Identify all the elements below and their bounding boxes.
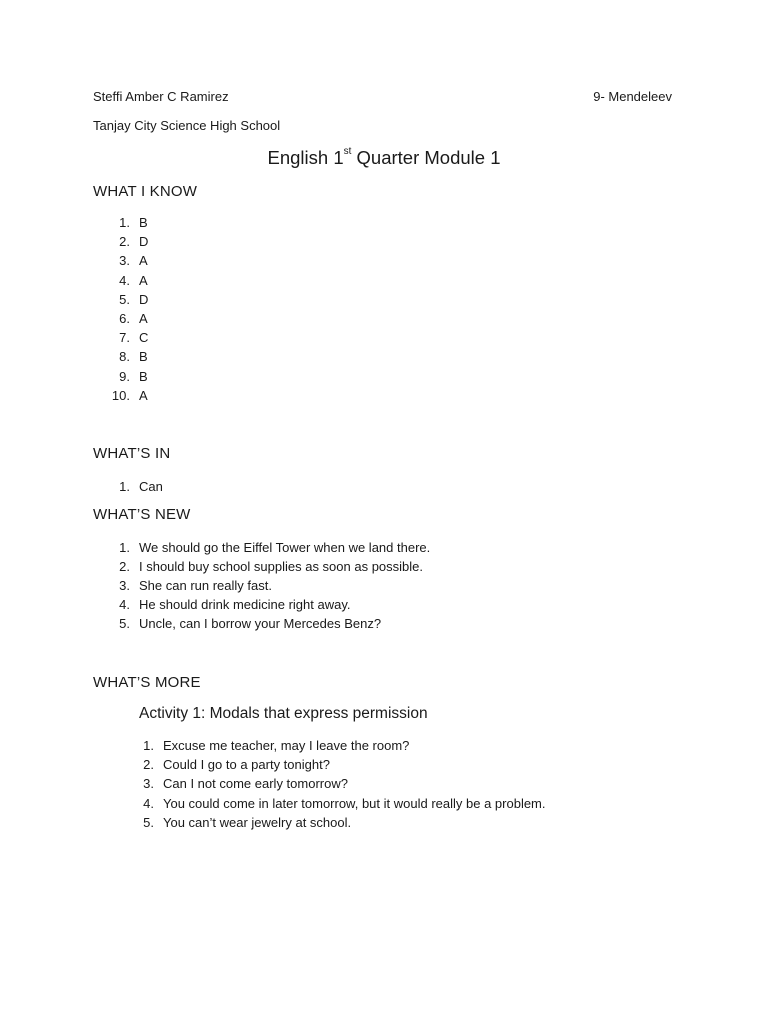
section-label: 9- Mendeleev xyxy=(593,89,672,104)
list-item-number: 4. xyxy=(119,272,130,288)
list-item xyxy=(106,213,148,232)
list-item-text: Excuse me teacher, may I leave the room? xyxy=(163,738,410,753)
list-item-text: C xyxy=(139,330,149,346)
list-item-text: B xyxy=(139,368,148,384)
list-item xyxy=(106,595,430,614)
list-item-text: D xyxy=(139,234,149,250)
answer-list-what-i-know xyxy=(106,213,148,405)
list-item xyxy=(130,794,546,813)
list-item-number: 1. xyxy=(119,540,130,555)
list-item-text: We should go the Eiffel Tower when we land there. xyxy=(139,540,431,555)
list-item xyxy=(106,614,430,633)
list-item xyxy=(106,367,148,386)
list-item xyxy=(106,290,148,309)
list-item xyxy=(106,328,148,347)
list-item-number: 8. xyxy=(119,349,130,365)
list-item xyxy=(106,576,430,595)
list-item xyxy=(106,251,148,270)
list-item-text: She can run really fast. xyxy=(139,578,272,594)
heading-whats-new: WHAT’S NEW xyxy=(93,506,191,523)
list-item-number: 5. xyxy=(119,616,130,632)
list-item-number: 2. xyxy=(143,757,154,773)
list-item-number: 2. xyxy=(119,559,130,575)
list-item-text: You can’t wear jewelry at school. xyxy=(163,814,352,830)
list-item-text: Could I go to a party tonight? xyxy=(163,757,330,773)
list-item-number: 2. xyxy=(119,234,130,250)
list-item-text: A xyxy=(139,272,148,288)
list-item-text: B xyxy=(139,349,148,365)
list-item xyxy=(130,813,546,832)
title-superscript: st xyxy=(343,146,352,157)
list-item-number: 5. xyxy=(119,291,130,307)
list-item-text: Uncle, can I borrow your Mercedes Benz? xyxy=(139,616,382,632)
list-item-number: 3. xyxy=(119,578,130,594)
activity-title: Activity 1: Modals that express permission xyxy=(139,705,428,722)
list-item-number: 4. xyxy=(119,597,130,613)
list-item-text: B xyxy=(139,215,148,230)
list-item xyxy=(130,736,546,755)
list-item-number: 10. xyxy=(111,387,130,403)
list-item-text: Can I not come early tomorrow? xyxy=(163,776,348,792)
list-item-number: 5. xyxy=(143,814,154,830)
list-item xyxy=(106,309,148,328)
list-item xyxy=(106,477,163,496)
heading-whats-in: WHAT’S IN xyxy=(93,445,171,462)
list-item-number: 1. xyxy=(119,215,130,230)
list-item-text: D xyxy=(139,291,149,307)
heading-what-i-know: WHAT I KNOW xyxy=(93,183,198,200)
list-item xyxy=(130,774,546,793)
list-item-number: 1. xyxy=(119,479,130,494)
list-item-number: 6. xyxy=(119,310,130,326)
title-main: English 1 xyxy=(267,147,344,168)
answer-list-whats-more xyxy=(130,736,546,832)
list-item-number: 4. xyxy=(143,795,154,811)
list-item xyxy=(106,347,148,366)
list-item-text: He should drink medicine right away. xyxy=(139,597,351,613)
list-item xyxy=(106,386,148,405)
list-item-text: I should buy school supplies as soon as possible. xyxy=(139,559,424,575)
answer-list-whats-new xyxy=(106,538,430,633)
list-item-text: A xyxy=(139,387,148,403)
list-item xyxy=(106,271,148,290)
list-item xyxy=(106,538,430,557)
list-item-text: You could come in later tomorrow, but it would really be a problem. xyxy=(163,795,546,811)
list-item-number: 9. xyxy=(119,368,130,384)
title-rest: Quarter Module 1 xyxy=(351,147,501,168)
list-item-number: 7. xyxy=(119,330,130,346)
list-item xyxy=(130,755,546,774)
student-name: Steffi Amber C Ramirez xyxy=(93,89,229,104)
list-item xyxy=(106,557,430,576)
list-item-text: Can xyxy=(139,479,163,494)
answer-list-whats-in xyxy=(106,477,163,496)
list-item-number: 1. xyxy=(143,738,154,753)
list-item-number: 3. xyxy=(143,776,154,792)
heading-whats-more: WHAT’S MORE xyxy=(93,674,201,691)
list-item-number: 3. xyxy=(119,253,130,269)
page-title xyxy=(0,147,768,169)
list-item xyxy=(106,232,148,251)
school-name: Tanjay City Science High School xyxy=(93,118,281,133)
list-item-text: A xyxy=(139,310,148,326)
list-item-text: A xyxy=(139,253,148,269)
